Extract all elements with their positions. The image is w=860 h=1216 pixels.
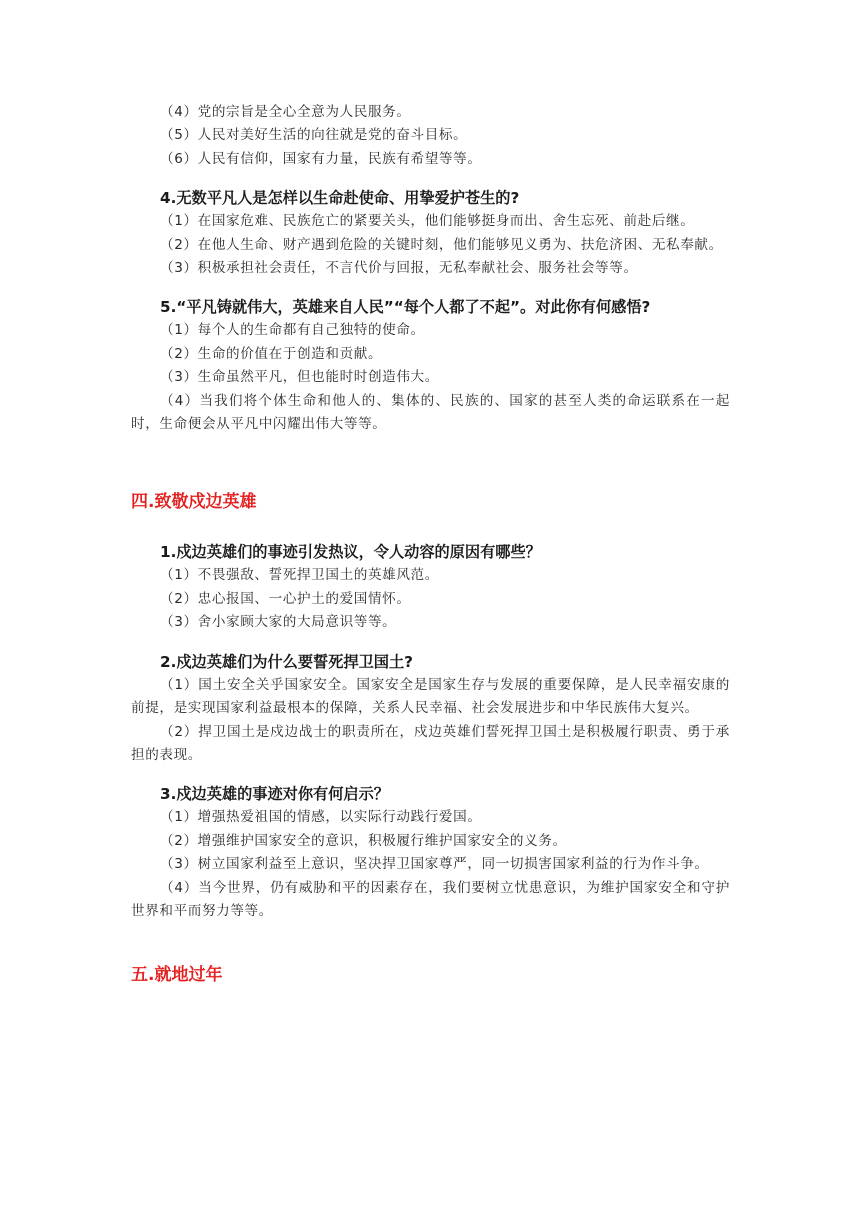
section4-question-3: 3.戍边英雄的事迹对你有何启示？: [160, 785, 389, 804]
list-item: （1）增强热爱祖国的情感，以实际行动践行爱国。: [160, 809, 482, 826]
list-item: （1）国土安全关乎国家安全。国家安全是国家生存与发展的重要保障，是人民幸福安康的前提，是实现国家利益最根本的保障，关系人民幸福、社会发展进步和中华民族伟大复兴。: [131, 676, 730, 717]
list-item: （1）不畏强敌、誓死捍卫国土的英雄风范。: [160, 567, 439, 584]
list-item: （2）在他人生命、财产遇到危险的关键时刻，他们能够见义勇为、扶危济困、无私奉献。: [160, 236, 723, 253]
list-item: （3）树立国家利益至上意识，坚决捍卫国家尊严，同一切损害国家利益的行为作斗争。: [160, 856, 709, 873]
list-item: （4）当今世界，仍有威胁和平的因素存在，我们要树立忧患意识，为维护国家安全和守护世界和平而努力等等。: [131, 879, 730, 919]
question-4: 4.无数平凡人是怎样以生命赴使命、用挚爱护苍生的?: [160, 189, 520, 208]
section-title-5: 五.就地过年: [131, 965, 223, 986]
list-item: （6）人民有信仰，国家有力量，民族有希望等等。: [160, 150, 482, 167]
list-item: （3）舍小家顾大家的大局意识等等。: [160, 614, 397, 631]
list-item: （2）生命的价值在于创造和贡献。: [160, 345, 383, 362]
list-item: （2）捍卫国土是戍边战士的职责所在，戍边英雄们誓死捍卫国土是积极履行职责、勇于承担的表现。: [131, 723, 730, 763]
question-5: 5.“平凡铸就伟大，英雄来自人民”“每个人都了不起”。对此你有何感悟?: [160, 298, 651, 317]
list-item: （1）在国家危难、民族危亡的紧要关头，他们能够挺身而出、舍生忘死、前赴后继。: [160, 213, 695, 230]
list-item: （4）当我们将个体生命和他人的、集体的、民族的、国家的甚至人类的命运联系在一起时，生命便会从平凡中闪耀出伟大等等。: [131, 392, 730, 433]
list-item: （4）党的宗旨是全心全意为人民服务。: [160, 104, 411, 120]
list-item: （2）增强维护国家安全的意识，积极履行维护国家安全的义务。: [160, 832, 567, 849]
list-item: （3）积极承担社会责任，不言代价与回报，无私奉献社会、服务社会等等。: [160, 260, 638, 277]
list-item: （1）每个人的生命都有自己独特的使命。: [160, 322, 425, 339]
document-body: [131, 101, 730, 987]
list-item: （2）忠心报国、一心护土的爱国情怀。: [160, 590, 411, 607]
section4-question-2: 2.戍边英雄们为什么要誓死捍卫国土?: [160, 652, 413, 671]
list-item: （5）人民对美好生活的向往就是党的奋斗目标。: [160, 127, 468, 144]
section4-question-1: 1.戍边英雄们的事迹引发热议，令人动容的原因有哪些？: [160, 543, 541, 562]
list-item: （3）生命虽然平凡，但也能时时创造伟大。: [160, 369, 439, 386]
section-title-4: 四.致敬戍边英雄: [131, 492, 257, 513]
